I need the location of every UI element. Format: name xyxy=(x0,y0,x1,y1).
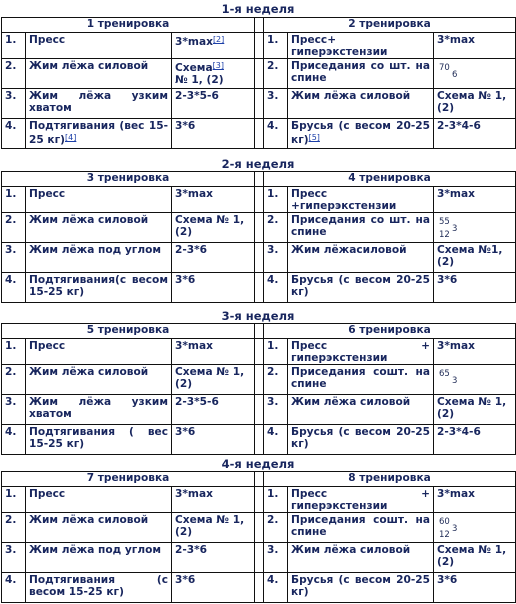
sets-reps-text: 3*6 xyxy=(437,274,458,286)
sets-reps xyxy=(172,395,255,425)
exercise-row xyxy=(2,59,516,89)
sets-reps xyxy=(434,395,516,425)
exercise-row xyxy=(2,89,516,119)
exercise-name-text: Жим лёжа силовой xyxy=(291,544,411,556)
sets-reps xyxy=(434,89,516,119)
column-gap xyxy=(255,543,264,573)
exercise-number: 4. xyxy=(2,119,26,149)
exercise-name xyxy=(288,187,434,213)
exercise-number: 4. xyxy=(2,273,26,303)
exercise-name-text: Приседания со шт. на спине xyxy=(291,214,430,238)
sets-reps xyxy=(434,425,516,455)
exercise-name xyxy=(288,365,434,395)
exercise-name xyxy=(26,89,172,119)
weight-fraction xyxy=(437,214,512,242)
sets-reps xyxy=(172,59,255,89)
workout-header: 6 тренировка xyxy=(264,324,516,339)
exercise-number: 2. xyxy=(2,59,26,89)
exercise-number: 1. xyxy=(2,339,26,365)
sets-reps-text: 3*max xyxy=(437,488,475,500)
exercise-name-text: Подтягивания ( вес 15-25 кг) xyxy=(29,426,168,450)
exercise-name xyxy=(26,213,172,243)
exercise-row xyxy=(2,339,516,365)
sets-reps-text: 2-3*4-6 xyxy=(437,426,481,438)
sets-reps xyxy=(172,89,255,119)
exercise-name-text: Подтягивания(с весом 15-25 кг) xyxy=(29,274,168,298)
exercise-number: 2. xyxy=(2,513,26,543)
sets-reps xyxy=(434,213,516,243)
column-gap xyxy=(255,487,264,513)
sets-reps-text: Схема № 1, (2) xyxy=(437,544,507,568)
exercise-name-text: Пресс +гиперэкстензии xyxy=(291,188,397,212)
exercise-name xyxy=(288,573,434,603)
column-gap xyxy=(255,425,264,455)
exercise-name-text: Жим лёжасиловой xyxy=(291,244,407,256)
exercise-row xyxy=(2,425,516,455)
sets-reps-text: 2-3*5-6 xyxy=(175,396,219,408)
exercise-name xyxy=(26,513,172,543)
sets-reps xyxy=(434,243,516,273)
exercise-name xyxy=(26,365,172,395)
exercise-name xyxy=(288,89,434,119)
sets-reps xyxy=(434,487,516,513)
weight-sets: 12 xyxy=(439,530,450,540)
column-gap xyxy=(255,172,264,187)
sets-reps-text: 3*max xyxy=(437,340,475,352)
exercise-number: 1. xyxy=(264,33,288,59)
sets-reps-text: Схема № 1, (2) xyxy=(175,214,245,238)
workout-header: 3 тренировка xyxy=(2,172,255,187)
exercise-number: 3. xyxy=(264,89,288,119)
sets-reps xyxy=(434,365,516,395)
column-gap xyxy=(255,187,264,213)
sets-reps xyxy=(172,33,255,59)
exercise-number: 2. xyxy=(264,59,288,89)
exercise-name-text: Жим лёжа силовой xyxy=(29,366,149,378)
exercise-number: 2. xyxy=(2,213,26,243)
sets-reps xyxy=(172,187,255,213)
exercise-number: 4. xyxy=(264,425,288,455)
exercise-number: 3. xyxy=(264,543,288,573)
sets-reps xyxy=(434,273,516,303)
weight-fraction xyxy=(437,366,512,394)
column-gap xyxy=(255,119,264,149)
exercise-name-text: Брусья (с весом 20-25 кг) xyxy=(291,426,430,450)
exercise-row xyxy=(2,513,516,543)
exercise-name xyxy=(288,395,434,425)
footnote-link: [3] xyxy=(212,61,224,70)
exercise-number: 1. xyxy=(2,487,26,513)
exercise-name xyxy=(26,243,172,273)
sets-reps-text: 3*max xyxy=(175,188,213,200)
sets-reps-text: 3*max xyxy=(437,188,475,200)
week-table xyxy=(1,171,516,303)
exercise-name-text: Брусья (с весом 20-25 кг) xyxy=(291,274,430,298)
exercise-row xyxy=(2,33,516,59)
exercise-row xyxy=(2,273,516,303)
sets-reps xyxy=(172,339,255,365)
sets-reps-text: Схема № 1, (2) xyxy=(437,396,507,420)
exercise-name xyxy=(26,59,172,89)
sets-reps-text: 3*max xyxy=(175,36,213,48)
column-gap xyxy=(255,59,264,89)
exercise-name xyxy=(26,33,172,59)
sets-reps xyxy=(172,213,255,243)
exercise-name xyxy=(26,273,172,303)
sets-reps xyxy=(434,59,516,89)
column-gap xyxy=(255,513,264,543)
exercise-number: 1. xyxy=(2,187,26,213)
week-table xyxy=(1,323,516,455)
weight-fraction xyxy=(437,514,512,542)
sets-reps-text: Схема № 1, (2) xyxy=(437,90,507,114)
exercise-name xyxy=(26,573,172,603)
exercise-number: 1. xyxy=(2,33,26,59)
exercise-name-text: Жим лёжа под углом xyxy=(29,244,162,256)
workout-header: 8 тренировка xyxy=(264,472,516,487)
column-gap xyxy=(255,573,264,603)
sets-reps-text: Схема № 1, (2) xyxy=(175,514,245,538)
weight-fraction xyxy=(437,60,512,88)
sets-reps-text: № 1, (2) xyxy=(175,74,224,86)
exercise-number: 2. xyxy=(2,365,26,395)
exercise-number: 2. xyxy=(264,213,288,243)
exercise-name-text: Жим лёжа силовой xyxy=(29,214,149,226)
exercise-name-text: Жим лёжа силовой xyxy=(29,60,149,72)
sets-reps xyxy=(434,513,516,543)
exercise-name-text: Жим лёжа силовой xyxy=(291,396,411,408)
sets-reps xyxy=(172,119,255,149)
exercise-number: 3. xyxy=(2,395,26,425)
exercise-name xyxy=(288,59,434,89)
column-gap xyxy=(255,243,264,273)
footnote-link: [4] xyxy=(65,133,77,142)
workout-header-row xyxy=(2,18,516,33)
exercise-name xyxy=(288,213,434,243)
exercise-row xyxy=(2,243,516,273)
column-gap xyxy=(255,472,264,487)
exercise-row xyxy=(2,395,516,425)
exercise-name xyxy=(288,273,434,303)
column-gap xyxy=(255,324,264,339)
workout-header: 1 тренировка xyxy=(2,18,255,33)
exercise-number: 2. xyxy=(264,513,288,543)
exercise-name xyxy=(26,425,172,455)
exercise-row xyxy=(2,187,516,213)
sets-reps xyxy=(434,119,516,149)
sets-reps xyxy=(172,543,255,573)
exercise-name xyxy=(288,513,434,543)
column-gap xyxy=(255,273,264,303)
workout-header-row xyxy=(2,324,516,339)
weight-reps: 3 xyxy=(452,376,458,386)
sets-reps xyxy=(172,243,255,273)
exercise-name xyxy=(26,543,172,573)
sets-reps xyxy=(172,365,255,395)
exercise-row xyxy=(2,119,516,149)
column-gap xyxy=(255,339,264,365)
exercise-name-text: Жим лёжа узким хватом xyxy=(29,396,168,420)
sets-reps-text: 3*max xyxy=(437,34,475,46)
sets-reps xyxy=(434,543,516,573)
week-title: 1-я неделя xyxy=(221,2,295,16)
exercise-name-text: Брусья (с весом 20-25 кг) xyxy=(291,120,430,146)
exercise-name-text: Пресс xyxy=(29,488,66,500)
weight-reps: 3 xyxy=(452,224,458,234)
exercise-name-text: Подтягивания (вес 15-25 кг) xyxy=(29,120,168,146)
exercise-name xyxy=(26,187,172,213)
exercise-row xyxy=(2,487,516,513)
weight-sets: 12 xyxy=(439,230,450,240)
sets-reps-text: 3*6 xyxy=(175,574,196,586)
workout-header: 4 тренировка xyxy=(264,172,516,187)
column-gap xyxy=(255,395,264,425)
weight-percent: 70 xyxy=(439,63,450,73)
week-title: 3-я неделя xyxy=(221,309,295,323)
exercise-name-text: Жим лёжа силовой xyxy=(291,90,411,102)
exercise-row xyxy=(2,213,516,243)
exercise-number: 4. xyxy=(264,273,288,303)
week-title: 4-я неделя xyxy=(221,457,295,471)
workout-header-row xyxy=(2,172,516,187)
column-gap xyxy=(255,33,264,59)
exercise-name xyxy=(288,33,434,59)
week-table xyxy=(1,471,516,603)
exercise-number: 3. xyxy=(264,395,288,425)
workout-header-row xyxy=(2,472,516,487)
weight-percent: 55 xyxy=(439,217,450,227)
sets-reps xyxy=(434,187,516,213)
exercise-number: 3. xyxy=(2,89,26,119)
exercise-name xyxy=(288,543,434,573)
sets-reps xyxy=(434,339,516,365)
exercise-name-text: Жим лёжа узким хватом xyxy=(29,90,168,114)
sets-reps-text: 3*6 xyxy=(175,120,196,132)
column-gap xyxy=(255,18,264,33)
weight-reps: 3 xyxy=(452,524,458,534)
exercise-row xyxy=(2,365,516,395)
sets-reps xyxy=(434,33,516,59)
exercise-number: 1. xyxy=(264,487,288,513)
exercise-number: 4. xyxy=(2,425,26,455)
sets-reps-text: Схема № 1, (2) xyxy=(175,366,245,390)
workout-header: 2 тренировка xyxy=(264,18,516,33)
sets-reps-text: 3*6 xyxy=(437,574,458,586)
weight-percent: 65 xyxy=(439,369,450,379)
sets-reps xyxy=(172,273,255,303)
workout-header: 7 тренировка xyxy=(2,472,255,487)
sets-reps-text: Схема xyxy=(175,62,213,74)
exercise-number: 1. xyxy=(264,339,288,365)
exercise-name-text: Подтягивания (с весом 15-25 кг) xyxy=(29,574,168,598)
exercise-number: 2. xyxy=(264,365,288,395)
column-gap xyxy=(255,89,264,119)
exercise-name xyxy=(288,487,434,513)
exercise-name xyxy=(288,243,434,273)
exercise-number: 4. xyxy=(2,573,26,603)
week-table xyxy=(1,17,516,149)
exercise-name xyxy=(26,395,172,425)
exercise-row xyxy=(2,573,516,603)
exercise-name-text: Жим лёжа под углом xyxy=(29,544,162,556)
exercise-row xyxy=(2,543,516,573)
exercise-name-text: Пресс+ гиперэкстензии xyxy=(291,34,388,58)
exercise-name-text: Приседания со шт. на спине xyxy=(291,60,430,84)
exercise-name xyxy=(288,119,434,149)
sets-reps-text: 2-3*6 xyxy=(175,544,208,556)
week-title: 2-я неделя xyxy=(221,157,295,171)
column-gap xyxy=(255,213,264,243)
sets-reps xyxy=(434,573,516,603)
exercise-name-text: Пресс xyxy=(29,34,66,46)
workout-header: 5 тренировка xyxy=(2,324,255,339)
exercise-name-text: Приседания сошт. на спине xyxy=(291,514,430,538)
sets-reps xyxy=(172,425,255,455)
sets-reps xyxy=(172,487,255,513)
exercise-name-text: Жим лёжа силовой xyxy=(29,514,149,526)
exercise-name xyxy=(26,119,172,149)
exercise-number: 4. xyxy=(264,573,288,603)
sets-reps-text: 2-3*5-6 xyxy=(175,90,219,102)
weight-reps: 6 xyxy=(452,70,458,80)
exercise-name xyxy=(26,487,172,513)
sets-reps-text: 2-3*4-6 xyxy=(437,120,481,132)
column-gap xyxy=(255,365,264,395)
exercise-name-text: Брусья (с весом 20-25 кг) xyxy=(291,574,430,598)
sets-reps-text: 3*max xyxy=(175,488,213,500)
exercise-number: 1. xyxy=(264,187,288,213)
exercise-name-text: Пресс + гиперэкстензии xyxy=(291,340,430,364)
sets-reps-text: 3*6 xyxy=(175,426,196,438)
exercise-name xyxy=(26,339,172,365)
exercise-name-text: Пресс xyxy=(29,188,66,200)
sets-reps-text: 3*max xyxy=(175,340,213,352)
sets-reps-text: 2-3*6 xyxy=(175,244,208,256)
exercise-name-text: Пресс + гиперэкстензии xyxy=(291,488,430,512)
footnote-link: [2] xyxy=(212,35,225,44)
exercise-number: 3. xyxy=(264,243,288,273)
sets-reps xyxy=(172,513,255,543)
exercise-number: 3. xyxy=(2,543,26,573)
exercise-name xyxy=(288,425,434,455)
exercise-name-text: Приседания сошт. на спине xyxy=(291,366,430,390)
exercise-name xyxy=(288,339,434,365)
footnote-link: [5] xyxy=(308,133,320,142)
sets-reps-text: Схема №1,(2) xyxy=(437,244,503,268)
weight-percent: 60 xyxy=(439,517,450,527)
exercise-number: 3. xyxy=(2,243,26,273)
exercise-number: 4. xyxy=(264,119,288,149)
sets-reps-text: 3*6 xyxy=(175,274,196,286)
exercise-name-text: Пресс xyxy=(29,340,66,352)
sets-reps xyxy=(172,573,255,603)
